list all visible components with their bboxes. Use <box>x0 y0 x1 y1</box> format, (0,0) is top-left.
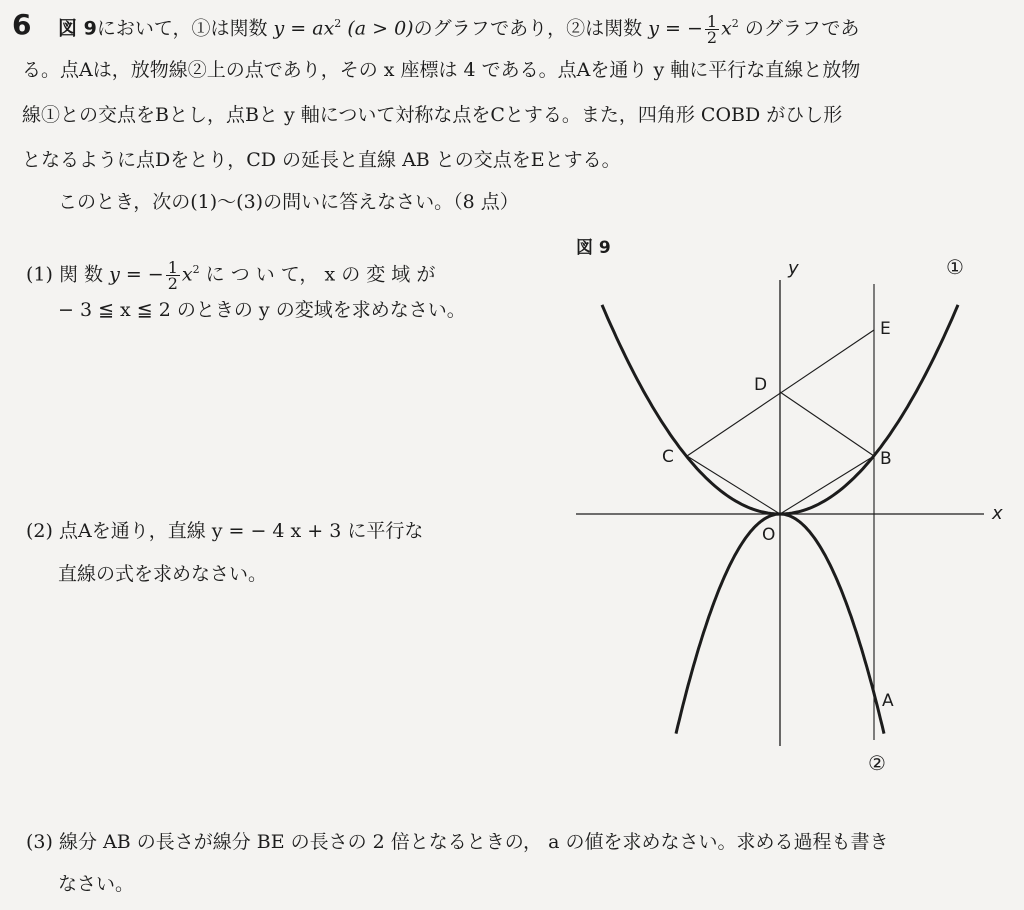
problem-line-5: このとき，次の(1)〜(3)の問いに答えなさい。（8 点） <box>58 191 519 213</box>
question-1-equation: y = − <box>109 263 164 286</box>
exponent: 2 <box>334 17 342 30</box>
figure-title: 図 9 <box>576 238 611 258</box>
exponent: 2 <box>192 263 200 276</box>
question-2-text: 点Aを通り，直線 y = − 4 x + 3 に平行な <box>58 520 424 542</box>
point-a-label: A <box>882 691 894 711</box>
question-3-line-1 <box>26 828 888 856</box>
question-2-line-1 <box>26 517 423 545</box>
problem-text: において，①は関数 <box>96 17 268 40</box>
problem-text: のグラフであり，②は関数 <box>413 17 643 40</box>
question-3-line-2: なさい。 <box>58 873 135 895</box>
question-1-text: に つ い て， x の 変 域 が <box>205 263 436 286</box>
segment-ob <box>780 456 874 514</box>
segment-bd <box>780 392 874 456</box>
fraction-numerator: 1 <box>167 257 178 277</box>
x-axis-label: x <box>992 503 1003 524</box>
segment-co <box>687 456 780 514</box>
question-1-text: 関 数 <box>58 263 104 286</box>
problem-text: のグラフであ <box>744 17 860 40</box>
point-b-label: B <box>880 449 892 469</box>
curve-1-label: ① <box>946 255 964 279</box>
problem-line-2: る。点Aは，放物線②上の点であり，その x 座標は 4 である。点Aを通り y 軸に平行な直線と放物 <box>22 59 861 81</box>
question-2-label: (2) <box>26 520 53 542</box>
question-2-line-2: 直線の式を求めなさい。 <box>58 563 268 585</box>
equation-curve-2: y = − <box>648 17 703 40</box>
fraction <box>166 257 180 293</box>
point-c-label: C <box>662 447 674 467</box>
fraction-denominator: 2 <box>167 273 178 293</box>
problem-line-3: 線①との交点をBとし，点Bと y 軸について対称な点をCとする。また，四角形 COBD がひし形 <box>22 104 843 126</box>
question-1-line-1 <box>26 256 435 291</box>
fraction-denominator: 2 <box>706 27 718 47</box>
problem-line-4: となるように点Dをとり，CD の延長と直線 AB との交点をEとする。 <box>22 149 621 171</box>
curve-2-label: ② <box>868 751 886 775</box>
figure-reference: 図 9 <box>58 17 97 40</box>
point-o-label: O <box>762 525 776 545</box>
equation-variable: x <box>181 263 193 286</box>
problem-number: 6 <box>12 8 32 41</box>
point-d-label: D <box>754 375 768 395</box>
figure-svg <box>560 240 1024 800</box>
y-axis-label: y <box>788 258 799 279</box>
fraction-numerator: 1 <box>706 11 718 31</box>
figure-9 <box>560 240 1024 800</box>
equation-curve-1: y = ax <box>273 17 335 40</box>
point-e-label: E <box>880 319 891 339</box>
fraction <box>705 11 719 47</box>
question-3-label: (3) <box>26 831 53 853</box>
question-1-label: (1) <box>26 263 53 286</box>
problem-line-1 <box>58 10 859 45</box>
exponent: 2 <box>731 17 739 30</box>
condition: (a > 0) <box>347 17 414 40</box>
question-1-line-2: − 3 ≦ x ≦ 2 のときの y の変域を求めなさい。 <box>58 299 466 321</box>
question-3-text: 線分 AB の長さが線分 BE の長さの 2 倍となるときの， a の値を求めなさい。求める過程も書き <box>58 831 889 853</box>
equation-variable: x <box>721 17 732 40</box>
